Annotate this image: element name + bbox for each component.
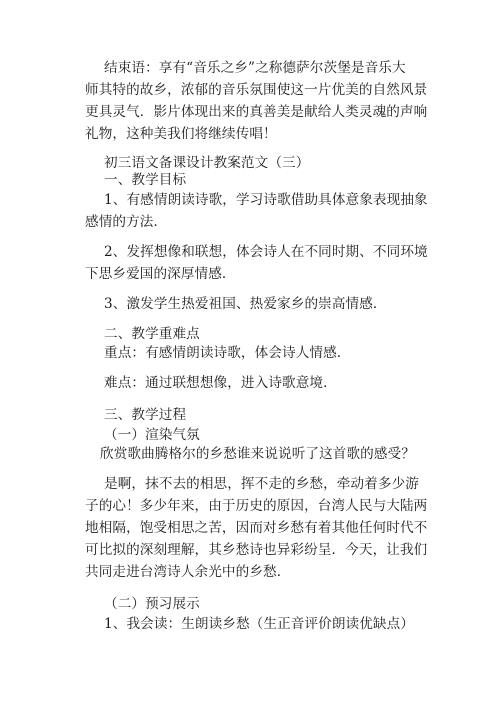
heading: 一、教学目标 [104,172,187,188]
text-line: 难点：通过联想想像，进入诗歌意境． [104,375,337,391]
text-line: 重点：有感情朗读诗歌，体会诗人情感． [104,345,351,361]
text-line: 是啊，抹不去的相思，挥不走的乡愁，牵动着多少游 [104,476,419,492]
section-title: 初三语文备课设计教案范文（三） [104,155,310,171]
text-line: 1、我会读：生朗读乡愁（生正音评价朗读优缺点） [104,616,415,632]
text-line: 更具灵气．影片体现出来的真善美是献给人类灵魂的声响 [85,104,428,120]
text-line: 3、激发学生热爱祖国、热爱家乡的崇高情感． [104,296,387,312]
text-line: 师其特的故乡，浓郁的音乐氛围使这一片优美的自然风景 [85,82,428,98]
text-line: 可比拟的深刻理解，其乡愁诗也异彩纷呈．今天，让我们 [85,542,428,558]
text-line: 感情的方法． [85,214,168,230]
text-line: 结束语：享有“音乐之乡”之称德萨尔茨堡是音乐大 [104,60,406,76]
heading: 二、教学重难点 [104,326,200,342]
text-line: 子的心！多少年来，由于历史的原因，台湾人民与大陆两 [85,498,428,514]
text-line: 欣赏歌曲腾格尔的乡愁谁来说说听了这首歌的感受？ [100,446,415,462]
heading: 三、教学过程 [104,407,187,423]
subheading: （二）预习展示 [104,596,200,612]
text-line: 2、发挥想像和联想，体会诗人在不同时期、不同环境 [104,244,428,260]
text-line: 下思乡爱国的深厚情感． [85,266,236,282]
text-line: 1、有感情朗读诗歌，学习诗歌借助具体意象表现抽象 [104,192,428,208]
text-line: 共同走进台湾诗人余光中的乡愁． [85,564,291,580]
subheading: （一）渲染气氛 [104,427,200,443]
text-line: 礼物，这种美我们将继续传唱！ [85,126,277,142]
text-line: 地相隔，饱受相思之苦，因而对乡愁有着其他任何时代不 [85,520,428,536]
